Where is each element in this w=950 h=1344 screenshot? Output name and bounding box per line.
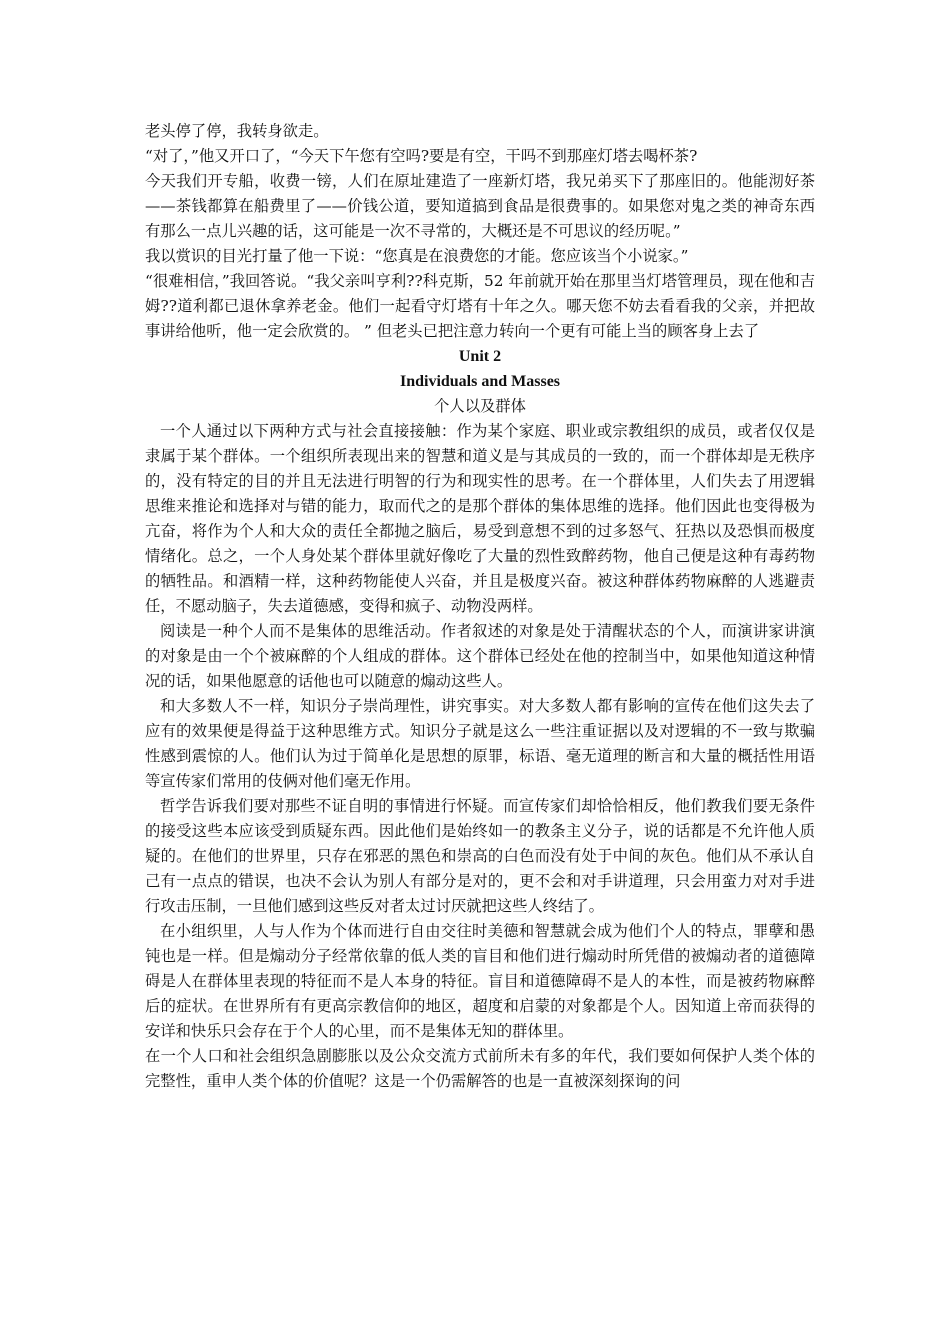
body-paragraph: 一个人通过以下两种方式与社会直接接触：作为某个家庭、职业或宗教组织的成员，或者仅仅是隶属于某个群体。一个组织所表现出来的智慧和道义是与其成员的一致的，而一个群体却是无秩序的，没有特定的目的并且无法进行明智的行为和现实性的思考。在一个群体里，人们失去了用逻辑思维来推论和选择对与错的能力，取而代之的是那个群体的集体思维的选择。他们因此也变得极为亢奋，将作为个人和大众的责任全都抛之脑后，易受到意想不到的过多怒气、狂热以及恐惧而极度情绪化。总之，一个人身处某个群体里就好像吃了大量的烈性致醉药物，他自己便是这种有毒药物的牺牲品。和酒精一样，这种药物能使人兴奋，并且是极度兴奋。被这种群体药物麻醉的人逃避责任，不愿动脑子，失去道德感，变得和疯子、动物没两样。 bbox=[145, 422, 815, 615]
story-paragraph: 我以赏识的目光打量了他一下说：“您真是在浪费您的才能。您应该当个小说家。” bbox=[145, 247, 689, 265]
story-paragraph: 今天我们开专船，收费一镑，人们在原址建造了一座新灯塔，我兄弟买下了那座旧的。他能沏好茶——茶钱都算在船费里了——价钱公道，要知道搞到食品是很费事的。如果您对鬼之类的神奇东西有那么一点儿兴趣的话，这可能是一次不寻常的，大概还是不可思议的经历呢。” bbox=[145, 172, 815, 240]
story-paragraph: “很难相信，”我回答说。“我父亲叫亨利??科克斯，52 年前就开始在那里当灯塔管理员，现在他和吉姆??道利都已退休拿养老金。他们一起看守灯塔有十年之久。哪天您不妨去看看我的父亲，并把故事讲给他听，他一定会欣赏的。 ” 但老头已把注意力转向一个更有可能上当的顾客身上去了 bbox=[145, 272, 815, 340]
unit-title-english: Individuals and Masses bbox=[399, 373, 561, 390]
body-paragraph: 在一个人口和社会组织急剧膨胀以及公众交流方式前所未有多的年代，我们要如何保护人类个体的完整性，重申人类个体的价值呢？这是一个仍需解答的也是一直被深刻探询的问 bbox=[145, 1047, 815, 1090]
body-paragraph: 哲学告诉我们要对那些不证自明的事情进行怀疑。而宣传家们却恰恰相反，他们教我们要无条件的接受这些本应该受到质疑东西。因此他们是始终如一的教条主义分子，说的话都是不允许他人质疑的。在他们的世界里，只存在邪恶的黑色和崇高的白色而没有处于中间的灰色。他们从不承认自己有一点点的错误，也决不会认为别人有部分是对的，更不会和对手讲道理，只会用蛮力对对手进行攻击压制，一旦他们感到这些反对者太过讨厌就把这些人终结了。 bbox=[145, 797, 815, 915]
body-paragraph: 和大多数人不一样，知识分子崇尚理性，讲究事实。对大多数人都有影响的宣传在他们这失去了应有的效果便是得益于这种思维方式。知识分子就是这么一些注重证据以及对逻辑的不一致与欺骗性感到震惊的人。他们认为过于简单化是思想的原罪，标语、毫无道理的断言和大量的概括性用语等宣传家们常用的伎俩对他们毫无作用。 bbox=[145, 697, 815, 790]
unit-label: Unit 2 bbox=[458, 348, 502, 365]
story-paragraph: 老头停了停，我转身欲走。 bbox=[145, 122, 329, 140]
body-paragraph: 阅读是一种个人而不是集体的思维活动。作者叙述的对象是处于清醒状态的个人，而演讲家讲演的对象是由一个个被麻醉的个人组成的群体。这个群体已经处在他的控制当中，如果他知道这种情况的话，如果他愿意的话他也可以随意的煽动这些人。 bbox=[145, 622, 815, 690]
story-paragraph: “对了，”他又开口了，“今天下午您有空吗?要是有空，干吗不到那座灯塔去喝杯茶? bbox=[145, 147, 698, 165]
document-page bbox=[145, 119, 815, 1094]
body-paragraph: 在小组织里，人与人作为个体而进行自由交往时美德和智慧就会成为他们个人的特点，罪孽和愚钝也是一样。但是煽动分子经常依靠的低人类的盲目和他们进行煽动时所凭借的被煽动者的道德障碍是人在群体里表现的特征而不是人本身的特征。盲目和道德障碍不是人的本性，而是被药物麻醉后的症状。在世界所有有更高宗教信仰的地区，超度和启蒙的对象都是个人。因知道上帝而获得的安详和快乐只会存在于个人的心里，而不是集体无知的群体里。 bbox=[145, 922, 815, 1040]
unit-title-chinese: 个人以及群体 bbox=[434, 397, 526, 415]
